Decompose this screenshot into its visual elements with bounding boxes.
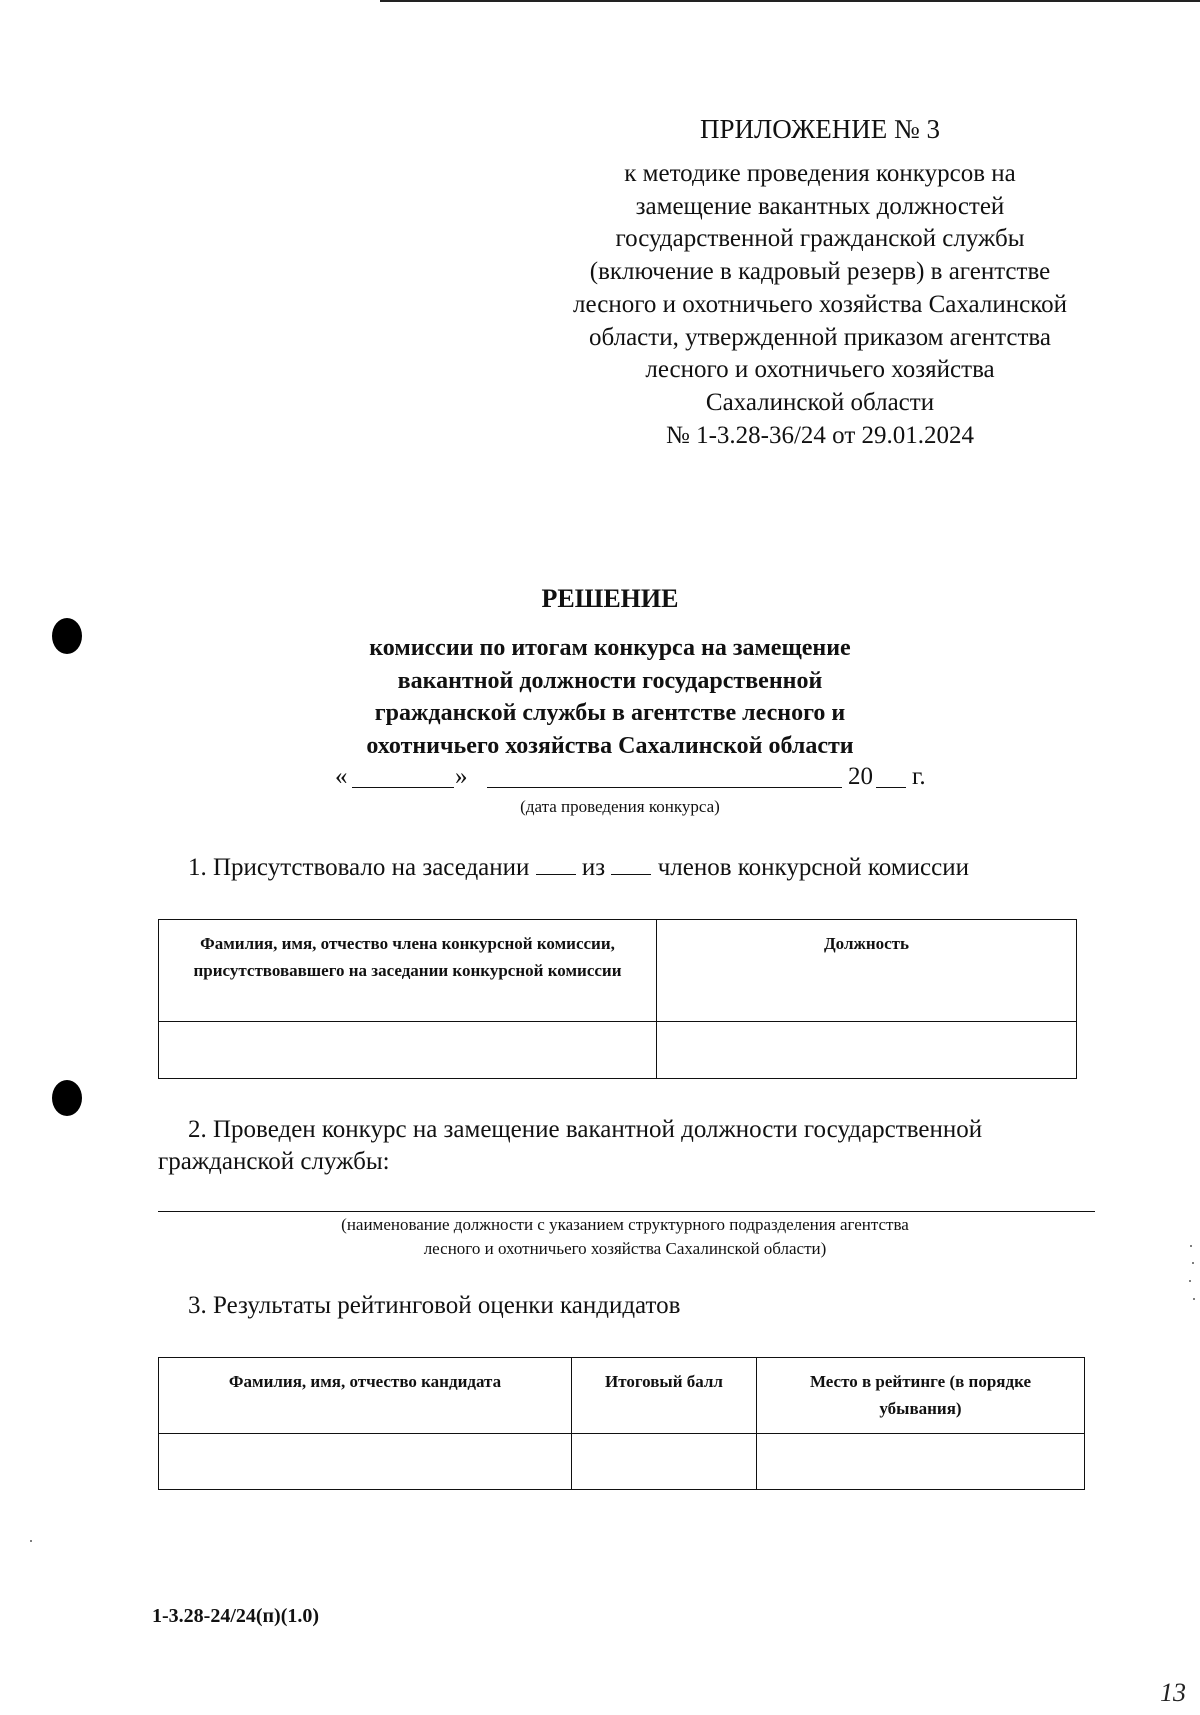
col-header-position: Должность — [657, 920, 1077, 1022]
date-close-quote: » — [455, 763, 468, 790]
appendix-line: (включение в кадровый резерв) в агентстве — [589, 258, 1051, 286]
section-2-caption-line: (наименование должности с указанием структурного подразделения агентства — [341, 1215, 909, 1234]
col-header-member-name: Фамилия, имя, отчество члена конкурсной комиссии, присутствовавшего на заседании конкурсной комиссии — [159, 920, 657, 1022]
col-header-candidate-name: Фамилия, имя, отчество кандидата — [159, 1358, 572, 1434]
decision-subtitle-line: гражданской службы в агентстве лесного и — [374, 700, 846, 726]
year-prefix: 20 — [848, 763, 873, 790]
section-1-part-3: членов конкурсной комиссии — [657, 854, 969, 881]
handwritten-page-number: 13 — [1160, 1678, 1186, 1707]
section-2-caption-line: лесного и охотничьего хозяйства Сахалинской области) — [423, 1239, 827, 1258]
section-2-text: 2. Проведен конкурс на замещение вакантной должности государственной гражданской службы: — [158, 1116, 983, 1175]
table-row — [159, 1434, 1085, 1490]
total-count-blank — [611, 854, 651, 875]
year-blank — [876, 787, 906, 788]
year-suffix: г. — [912, 763, 926, 790]
month-blank — [487, 787, 842, 788]
section-1-part-1: 1. Присутствовало на заседании — [188, 854, 530, 881]
scan-speck — [1192, 1262, 1194, 1264]
day-blank — [352, 787, 454, 788]
appendix-line: к методике проведения конкурсов на — [624, 160, 1016, 187]
table-header-row — [159, 920, 1077, 1022]
position-name-blank — [158, 1211, 1095, 1212]
present-count-blank — [536, 854, 576, 875]
appendix-line: государственной гражданской службы — [615, 225, 1025, 253]
scan-edge-line — [380, 0, 1200, 2]
punch-hole-mark — [52, 1080, 82, 1116]
date-caption: (дата проведения конкурса) — [520, 797, 720, 816]
decision-header — [300, 584, 920, 762]
decision-title: РЕШЕНИЕ — [541, 584, 679, 613]
appendix-line: замещение вакантных должностей — [635, 192, 1005, 220]
scan-speck — [30, 1540, 32, 1542]
table-cell — [159, 1022, 657, 1079]
appendix-line: № 1-3.28-36/24 от 29.01.2024 — [665, 421, 975, 449]
section-1-part-2: из — [581, 854, 606, 881]
table-cell — [657, 1022, 1077, 1079]
table-cell — [572, 1434, 757, 1490]
appendix-line: Сахалинской области — [705, 388, 935, 416]
scan-speck — [1189, 1280, 1191, 1282]
table-cell — [757, 1434, 1085, 1490]
date-open-quote: « — [335, 763, 348, 790]
decision-subtitle-line: комиссии по итогам конкурса на замещение — [369, 635, 851, 661]
decision-subtitle-line: вакантной должности государственной — [397, 667, 823, 694]
table-row — [159, 1022, 1077, 1079]
attendees-table — [158, 919, 1077, 1079]
rating-table — [158, 1357, 1085, 1490]
punch-hole-mark — [52, 618, 82, 654]
table-header-row — [159, 1358, 1085, 1434]
col-header-rating-place: Место в рейтинге (в порядке убывания) — [757, 1358, 1085, 1434]
appendix-line: лесного и охотничьего хозяйства — [645, 356, 995, 384]
appendix-title: ПРИЛОЖЕНИЕ № 3 — [699, 114, 941, 144]
decision-subtitle-line: охотничьего хозяйства Сахалинской области — [366, 732, 854, 759]
scan-speck — [1190, 1245, 1192, 1247]
appendix-line: лесного и охотничьего хозяйства Сахалинской — [573, 290, 1067, 318]
document-code: 1-3.28-24/24(п)(1.0) — [152, 1605, 320, 1627]
section-3-text: 3. Результаты рейтинговой оценки кандидатов — [188, 1292, 681, 1319]
section-1-text — [188, 854, 969, 882]
section-2-caption — [260, 1213, 990, 1261]
table-cell — [159, 1434, 572, 1490]
col-header-total-score: Итоговый балл — [572, 1358, 757, 1434]
scan-speck — [1193, 1298, 1195, 1300]
appendix-block — [520, 112, 1120, 452]
appendix-line: области, утвержденной приказом агентства — [589, 323, 1051, 351]
